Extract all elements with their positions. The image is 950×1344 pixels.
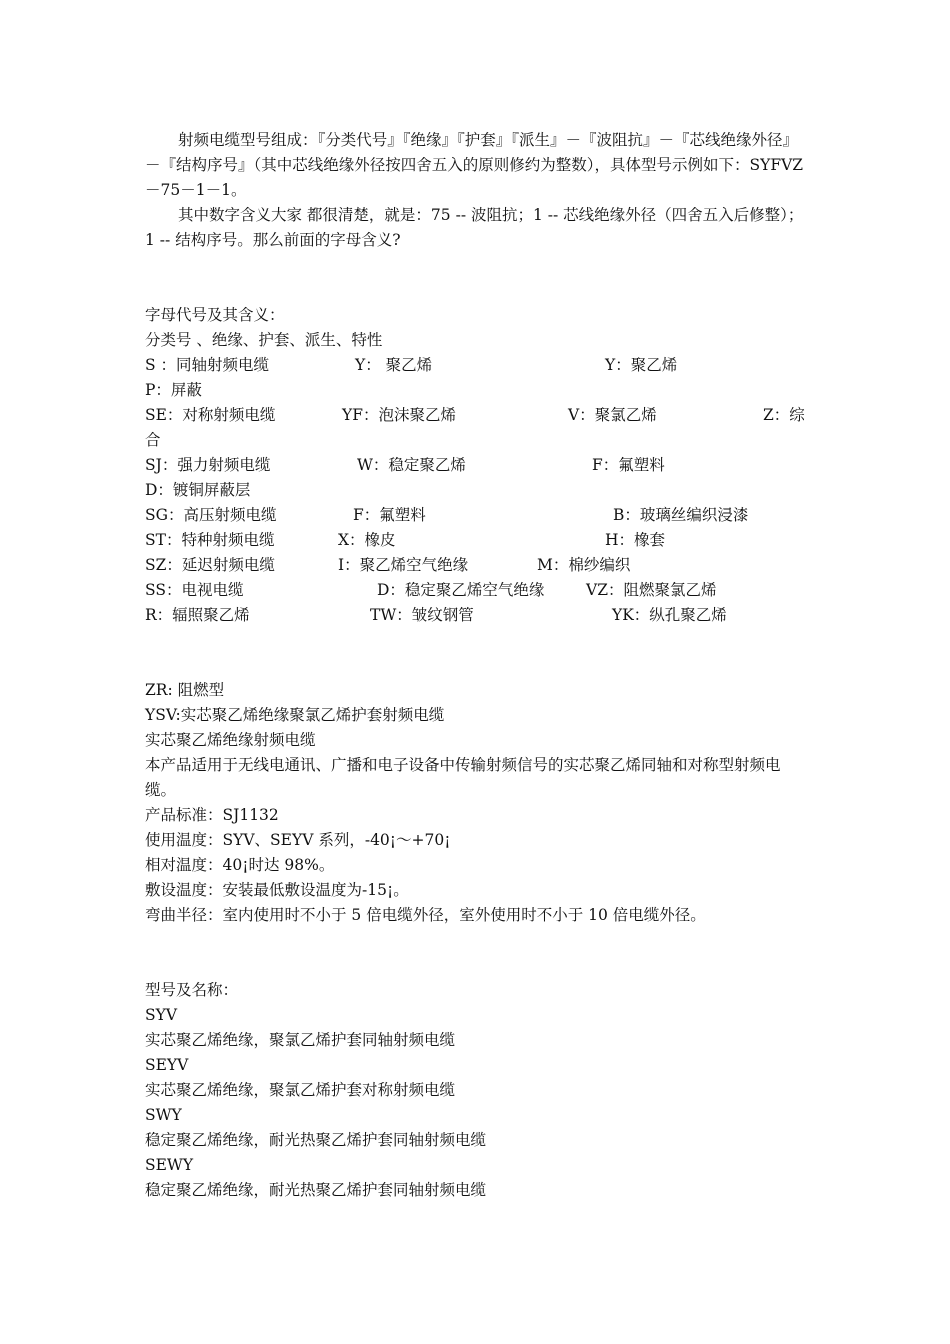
model-line: YSV:实芯聚乙烯绝缘聚氯乙烯护套射频电缆: [145, 706, 445, 724]
description-paragraph: 本产品适用于无线电通讯、广播和电子设备中传输射频信号的实芯聚乙烯同轴和对称型射频电缆。: [145, 756, 781, 799]
code-cell: H：橡套: [605, 531, 666, 549]
code-cell: Z：综: [763, 406, 805, 424]
code-row: [145, 578, 810, 603]
models-heading: 型号及名称：: [145, 981, 239, 999]
code-cell: S ：同轴射频电缆: [145, 356, 270, 374]
code-row: [145, 453, 810, 478]
code-cell: V：聚氯乙烯: [568, 406, 657, 424]
model-name: 实芯聚乙烯绝缘，聚氯乙烯护套同轴射频电缆: [145, 1031, 456, 1049]
code-cell: D：镀铜屏蔽层: [145, 481, 251, 499]
laying-line: 敷设温度：安装最低敷设温度为-15¡。: [145, 881, 409, 899]
code-cell: ST：特种射频电缆: [145, 531, 275, 549]
code-cell: SJ：强力射频电缆: [145, 456, 271, 474]
code-row: [145, 553, 810, 578]
model-name: 稳定聚乙烯绝缘，耐光热聚乙烯护套同轴射频电缆: [145, 1181, 487, 1199]
model-code: SWY: [145, 1106, 182, 1124]
code-cell: SE：对称射频电缆: [145, 406, 276, 424]
code-cell: F：氟塑料: [592, 456, 665, 474]
code-cell: 合: [145, 431, 161, 449]
code-cell: Y：聚乙烯: [605, 356, 678, 374]
type-line: 实芯聚乙烯绝缘射频电缆: [145, 731, 316, 749]
standard-line: 产品标准：SJ1132: [145, 806, 279, 824]
code-cell: X：橡皮: [338, 531, 396, 549]
intro-paragraph-2: 其中数字含义大家 都很清楚，就是：75 -- 波阻抗；1 -- 芯线绝缘外径（四舍五入后修整）；1 -- 结构序号。那么前面的字母含义?: [145, 206, 804, 249]
humidity-line: 相对温度：40¡时达 98%。: [145, 856, 335, 874]
code-row: [145, 528, 810, 553]
code-row: [145, 503, 810, 528]
code-row: [145, 603, 810, 628]
code-cell: R：辐照聚乙烯: [145, 606, 250, 624]
model-name: 实芯聚乙烯绝缘，聚氯乙烯护套对称射频电缆: [145, 1081, 456, 1099]
document-page: [145, 128, 810, 1203]
codes-heading: 字母代号及其含义：: [145, 306, 285, 324]
intro-paragraph-1: 射频电缆型号组成：『分类代号』『绝缘』『护套』『派生』－『波阻抗』－『芯线绝缘外径』－『结构序号』（其中芯线绝缘外径按四舍五入的原则修约为整数），具体型号示例如下：SYFVZ－75－1－1。: [145, 131, 804, 199]
code-cell: D：稳定聚乙烯空气绝缘: [377, 581, 545, 599]
code-cell: W：稳定聚乙烯: [357, 456, 466, 474]
code-cell: VZ：阻燃聚氯乙烯: [586, 581, 717, 599]
bend-radius-line: 弯曲半径：室内使用时不小于 5 倍电缆外径，室外使用时不小于 10 倍电缆外径。: [145, 906, 706, 924]
code-cell: I：聚乙烯空气绝缘: [338, 556, 469, 574]
code-cell: B：玻璃丝编织浸漆: [613, 506, 749, 524]
model-name: 稳定聚乙烯绝缘，耐光热聚乙烯护套同轴射频电缆: [145, 1131, 487, 1149]
code-cell: YK：纵孔聚乙烯: [612, 606, 727, 624]
model-code: SEYV: [145, 1056, 189, 1074]
code-row: [145, 378, 810, 403]
code-cell: Y： 聚乙烯: [355, 356, 433, 374]
codes-subheading: 分类号 、绝缘、护套、派生、特性: [145, 331, 383, 349]
code-row: [145, 353, 810, 378]
codes-table: [145, 353, 810, 628]
code-cell: SS：电视电缆: [145, 581, 244, 599]
code-cell: P：屏蔽: [145, 381, 202, 399]
code-row: [145, 428, 810, 453]
model-code: SYV: [145, 1006, 178, 1024]
code-row: [145, 478, 810, 503]
code-cell: SZ：延迟射频电缆: [145, 556, 275, 574]
model-code: SEWY: [145, 1156, 194, 1174]
temperature-line: 使用温度：SYV、SEYV 系列，-40¡～+70¡: [145, 831, 451, 849]
code-cell: F：氟塑料: [353, 506, 426, 524]
code-cell: YF：泡沫聚乙烯: [342, 406, 456, 424]
code-cell: TW：皱纹钢管: [370, 606, 474, 624]
code-row: [145, 403, 810, 428]
code-cell: SG：高压射频电缆: [145, 506, 277, 524]
zr-line: ZR: 阻燃型: [145, 681, 225, 699]
code-cell: M：棉纱编织: [537, 556, 631, 574]
